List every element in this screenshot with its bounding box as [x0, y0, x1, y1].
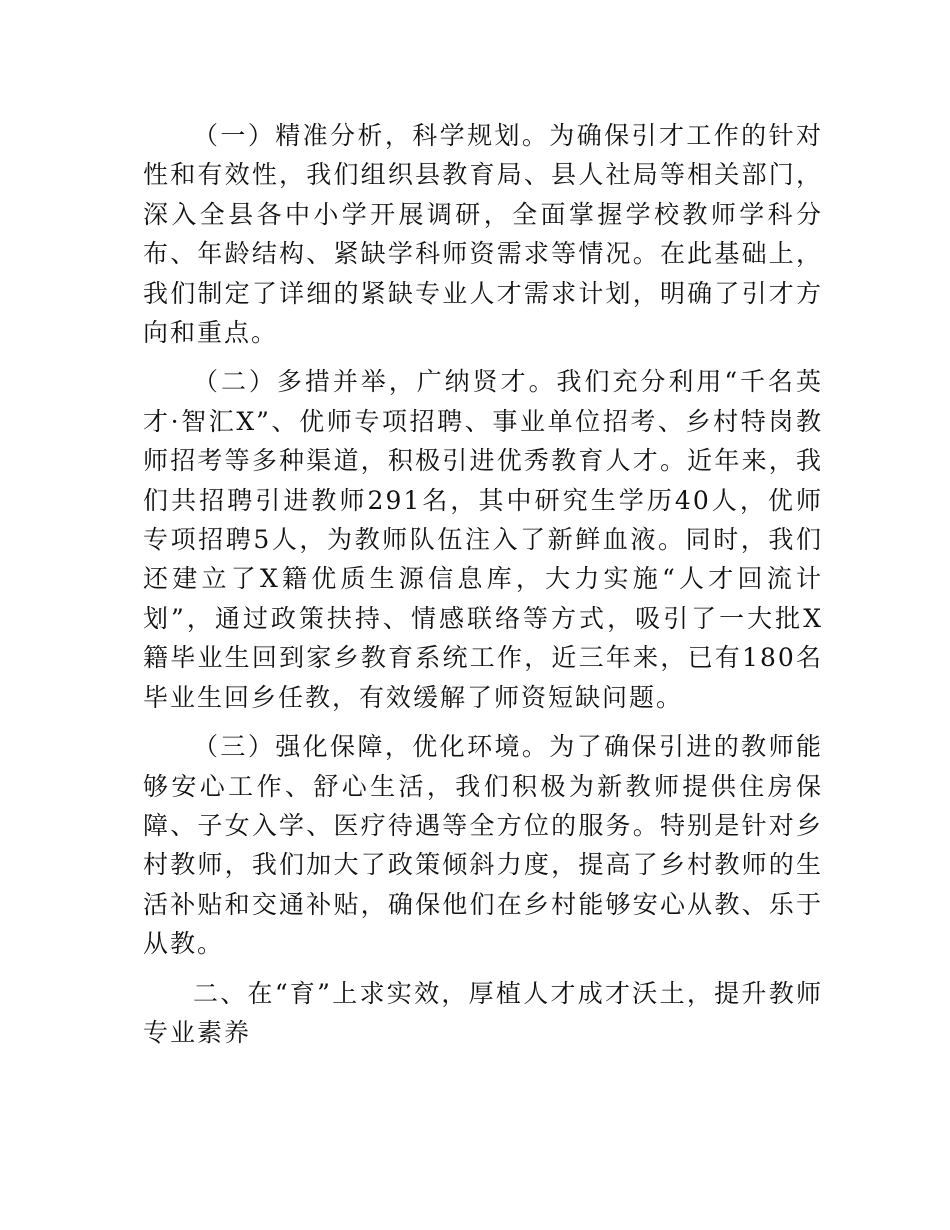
section-heading-cultivation: 二、在“育”上求实效，厚植人才成才沃土，提升教师专业素养: [143, 978, 823, 1047]
paragraph-multiple-measures: （二）多措并举，广纳贤才。我们充分利用“千名英才·智汇X”、优师专项招聘、事业单位招考、乡村特岗教师招考等多种渠道，积极引进优秀教育人才。近年来，我们共招聘引进教师291名，其中研究生学历40人，优师专项招聘5人，为教师队伍注入了新鲜血液。同时，我们还建立了X籍优质生源信息库，大力实施“人才回流计划”，通过政策扶持、情感联络等方式，吸引了一大批X籍毕业生回到家乡教育系统工作，近三年来，已有180名毕业生回乡任教，有效缓解了师资短缺问题。: [143, 367, 823, 712]
document-body: [143, 116, 823, 1052]
paragraph-precise-analysis: （一）精准分析，科学规划。为确保引才工作的针对性和有效性，我们组织县教育局、县人社局等相关部门，深入全县各中小学开展调研，全面掌握学校教师学科分布、年龄结构、紧缺学科师资需求等情况。在此基础上，我们制定了详细的紧缺专业人才需求计划，明确了引才方向和重点。: [143, 121, 823, 348]
paragraph-strengthen-guarantee: （三）强化保障，优化环境。为了确保引进的教师能够安心工作、舒心生活，我们积极为新教师提供住房保障、子女入学、医疗待遇等全方位的服务。特别是针对乡村教师，我们加大了政策倾斜力度，提高了乡村教师的生活补贴和交通补贴，确保他们在乡村能够安心从教、乐于从教。: [143, 732, 823, 959]
